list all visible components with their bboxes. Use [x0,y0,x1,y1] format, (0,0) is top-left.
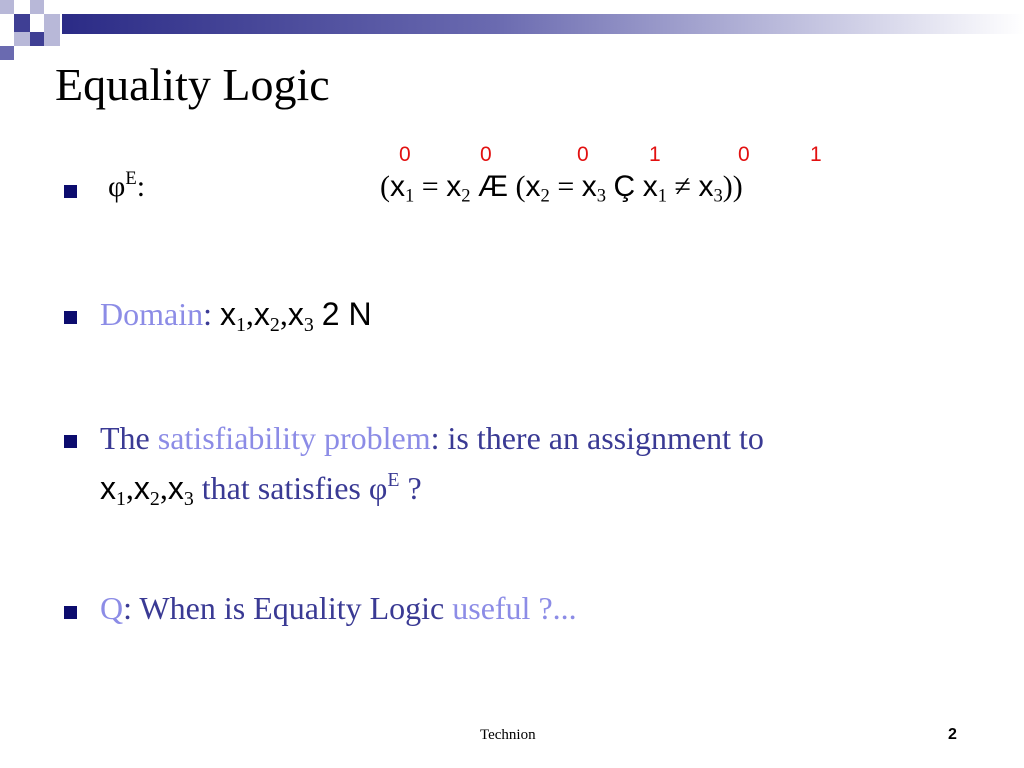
bullet-marker [64,311,77,324]
slide-title: Equality Logic [55,59,330,110]
domain-label: Domain [100,296,204,332]
header-square-decoration [0,46,14,60]
assignment-value: 0 [738,143,750,166]
phi-symbol: φ [108,170,126,203]
header-square-decoration [0,0,14,14]
equality-formula: ($x_1 = x_2$ Æ ($x_2 = x_3$ Ç $x_1 \ne x_3$)) [380,170,743,207]
phi-superscript: E [125,167,137,189]
assignment-value: 1 [649,143,661,166]
question-line: Q: When is Equality Logic useful ?... [100,590,577,626]
or-symbol: Ç [613,170,636,203]
bullet-marker [64,606,77,619]
satisfiability-term: satisfiability problem [157,420,431,456]
bullet-marker [64,435,77,448]
assignment-value: 1 [810,143,822,166]
header-gradient-bar [62,14,1024,34]
assignment-value: 0 [577,143,589,166]
satisfiability-line-1: The satisfiability problem: is there an assignment to [100,420,764,456]
formula-label [108,167,146,204]
and-symbol: Æ [478,170,509,203]
satisfiability-line-2: $x_1,x_2,x_3$ that satisfies $\varphi^E$ ? [100,469,422,510]
header-square-decoration [14,14,30,32]
q-label: Q [100,590,124,626]
header-square-decoration [30,0,44,14]
phi-symbol: φ [368,470,388,506]
page-number: 2 [948,726,957,743]
label-colon: : [136,170,146,203]
neq-symbol: ≠ [674,170,691,203]
header-square-decoration [30,32,44,46]
footer-text: Technion [480,727,536,743]
assignment-value: 0 [480,143,492,166]
domain-line: Domain: $x_1,x_2,x_3$ 2 N [100,296,372,336]
useful-term: useful [452,590,531,626]
header-square-decoration [14,32,30,46]
bullet-marker [64,185,77,198]
domain-membership: 2 N [321,296,372,332]
assignment-value: 0 [399,143,411,166]
header-square-decoration [44,14,60,32]
header-square-decoration [44,32,60,46]
